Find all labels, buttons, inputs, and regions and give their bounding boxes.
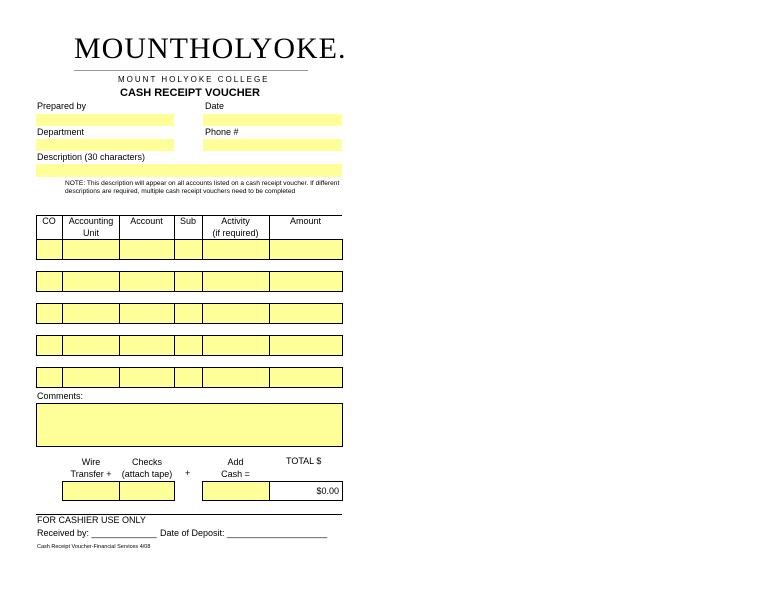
row-4-sub-cell[interactable]	[174, 335, 203, 356]
row-4-co-cell[interactable]	[36, 335, 63, 356]
department-field[interactable]	[36, 139, 174, 151]
header-divider	[269, 215, 270, 239]
row-5-amount-cell[interactable]	[269, 367, 343, 388]
cashier-heading: FOR CASHIER USE ONLY	[37, 515, 146, 525]
header-divider	[202, 215, 203, 239]
row-2-activity-cell[interactable]	[202, 271, 270, 292]
row-1-account-cell[interactable]	[119, 239, 175, 260]
comments-label: Comments:	[37, 391, 84, 401]
phone-field[interactable]	[203, 139, 342, 151]
row-1-sub-cell[interactable]	[174, 239, 203, 260]
header-co	[36, 215, 62, 227]
college-name: MOUNT HOLYOKE COLLEGE	[118, 75, 270, 84]
row-5-accounting-unit-cell[interactable]	[62, 367, 120, 388]
row-2-sub-cell[interactable]	[174, 271, 203, 292]
add-cash-label	[202, 456, 269, 480]
row-3-sub-cell[interactable]	[174, 303, 203, 324]
header-accounting-unit	[63, 215, 119, 239]
total-label: TOTAL $	[286, 456, 322, 466]
header-divider	[62, 215, 63, 239]
row-3-activity-cell[interactable]	[202, 303, 270, 324]
wire-label-bottom: Transfer +	[70, 469, 112, 479]
checks-label	[116, 456, 178, 480]
row-2-account-cell[interactable]	[119, 271, 175, 292]
header-divider	[119, 215, 120, 239]
header-activity-top: Activity	[221, 216, 250, 226]
header-account	[119, 215, 174, 227]
logo-rule	[74, 70, 308, 71]
total-amount: $0.00	[269, 481, 343, 501]
checks-label-bottom: (attach tape)	[121, 469, 173, 479]
wire-label-top: Wire	[81, 457, 101, 467]
department-label: Department	[37, 127, 85, 137]
wire-transfer-field[interactable]	[62, 481, 120, 501]
description-field[interactable]	[36, 164, 342, 177]
cash-field[interactable]	[202, 481, 270, 501]
header-activity	[202, 215, 269, 239]
row-1-activity-cell[interactable]	[202, 239, 270, 260]
date-label: Date	[205, 101, 225, 111]
received-by-label: Received by: _____________	[37, 528, 157, 538]
header-sub	[174, 215, 202, 227]
phone-label: Phone #	[205, 127, 239, 137]
form-footer: Cash Receipt Voucher-Financial Services 4/08	[37, 544, 151, 550]
row-3-amount-cell[interactable]	[269, 303, 343, 324]
row-1-co-cell[interactable]	[36, 239, 63, 260]
description-note: NOTE: This description will appear on all accounts listed on a cash receipt voucher. If different descriptions are required, multiple cash receipt vouchers need to be completed	[65, 180, 340, 195]
header-accounting-top: Accounting	[68, 216, 114, 226]
header-unit-bottom: Unit	[82, 228, 99, 238]
row-1-accounting-unit-cell[interactable]	[62, 239, 120, 260]
header-amount-bottom: Amount	[289, 216, 322, 226]
row-2-amount-cell[interactable]	[269, 271, 343, 292]
form-title: CASH RECEIPT VOUCHER	[120, 87, 260, 99]
row-1-amount-cell[interactable]	[269, 239, 343, 260]
row-3-accounting-unit-cell[interactable]	[62, 303, 120, 324]
header-if-required-bottom: (if required)	[212, 228, 259, 238]
add-label-top: Add	[227, 457, 244, 467]
row-5-co-cell[interactable]	[36, 367, 63, 388]
row-2-co-cell[interactable]	[36, 271, 63, 292]
description-label: Description (30 characters)	[37, 152, 146, 162]
header-co-bottom: CO	[42, 216, 56, 226]
prepared-by-field[interactable]	[36, 114, 174, 126]
cash-label-bottom: Cash =	[221, 469, 250, 479]
row-4-accounting-unit-cell[interactable]	[62, 335, 120, 356]
row-4-amount-cell[interactable]	[269, 335, 343, 356]
row-4-account-cell[interactable]	[119, 335, 175, 356]
prepared-by-label: Prepared by	[37, 101, 87, 111]
row-3-co-cell[interactable]	[36, 303, 63, 324]
row-5-account-cell[interactable]	[119, 367, 175, 388]
comments-field[interactable]	[36, 403, 343, 447]
date-field[interactable]	[203, 114, 342, 126]
header-amount	[269, 215, 342, 227]
row-2-accounting-unit-cell[interactable]	[62, 271, 120, 292]
header-account-bottom: Account	[130, 216, 163, 226]
plus-sign: +	[185, 468, 191, 478]
checks-field[interactable]	[119, 481, 175, 501]
row-5-sub-cell[interactable]	[174, 367, 203, 388]
row-5-activity-cell[interactable]	[202, 367, 270, 388]
checks-label-top: Checks	[131, 457, 162, 467]
row-4-activity-cell[interactable]	[202, 335, 270, 356]
header-divider	[174, 215, 175, 239]
row-3-account-cell[interactable]	[119, 303, 175, 324]
wire-transfer-label	[63, 456, 119, 480]
date-of-deposit-label: Date of Deposit: ____________________	[160, 528, 328, 538]
college-logo-wordmark: MOUNTHOLYOKE.	[74, 32, 347, 65]
header-sub-bottom: Sub	[179, 216, 196, 226]
